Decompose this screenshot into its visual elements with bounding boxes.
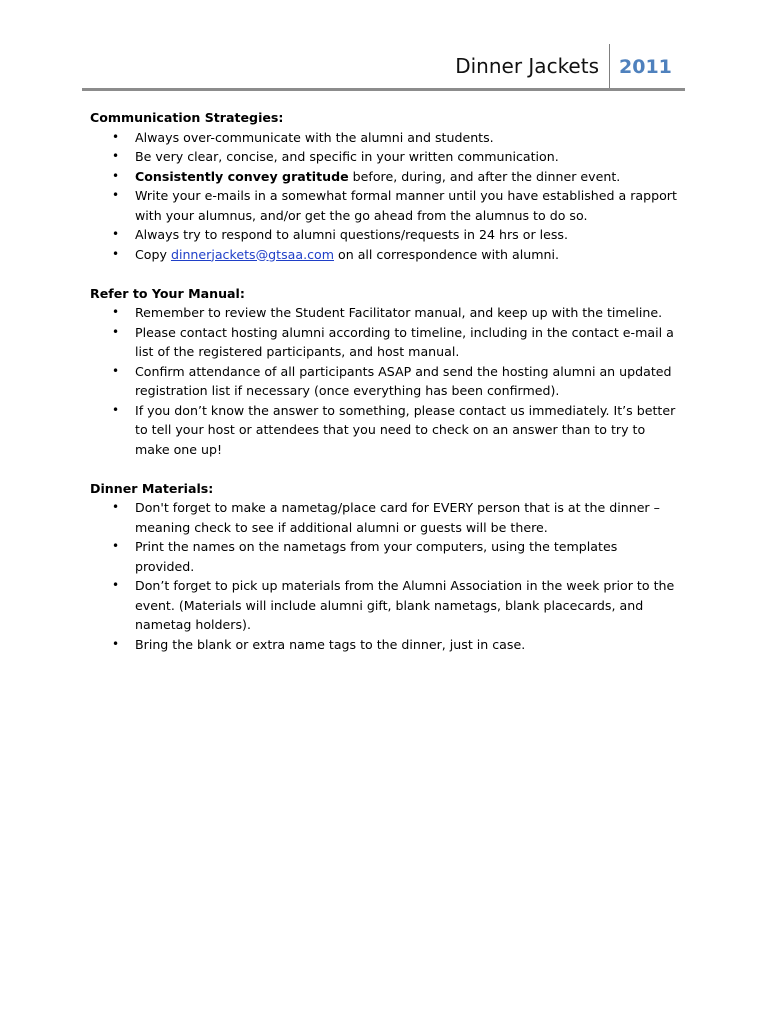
bullet-icon: • <box>112 500 120 514</box>
bullet-icon: • <box>112 227 120 241</box>
list-item-text: before, during, and after the dinner event. <box>348 168 621 184</box>
bullet-icon: • <box>112 246 120 261</box>
list-item <box>90 186 680 225</box>
list-item-text: on all correspondence with alumni. <box>334 246 559 262</box>
header-title: Dinner Jackets <box>455 54 599 78</box>
header-divider <box>609 44 610 90</box>
header-rule <box>82 88 685 91</box>
list-item <box>90 303 680 323</box>
email-link[interactable]: dinnerjackets@gtsaa.com <box>170 246 334 262</box>
section-heading: Communication Strategies: <box>90 110 284 125</box>
bullet-icon: • <box>112 636 120 651</box>
bullet-list <box>90 303 680 459</box>
list-item <box>90 323 680 362</box>
list-item <box>90 635 680 655</box>
list-item-text: Be very clear, concise, and specific in your written communication. <box>135 149 559 164</box>
list-item <box>90 537 680 576</box>
bullet-icon: • <box>112 305 120 319</box>
bullet-icon: • <box>112 578 120 592</box>
bullet-icon: • <box>112 129 120 144</box>
bullet-icon: • <box>112 402 120 417</box>
section-heading: Dinner Materials: <box>90 480 214 496</box>
emphasis-text: Consistently convey gratitude <box>135 168 349 184</box>
list-item-text: Always over-communicate with the alumni and students. <box>135 129 494 145</box>
list-item <box>90 245 680 265</box>
section-communication-strategies <box>90 108 680 264</box>
list-item-text: Don’t forget to pick up materials from the Alumni Association in the week prior to the event. (Materials will include alumni gift, blank nametags, blank placecards, and nametag holders). <box>135 578 675 632</box>
list-item-text: If you don’t know the answer to something, please contact us immediately. It’s better to tell your host or attendees that you need to check on an answer than to try to make one up! <box>135 402 676 457</box>
list-item-text: Bring the blank or extra name tags to the dinner, just in case. <box>135 636 526 652</box>
bullet-icon: • <box>112 188 120 202</box>
list-item-text: Print the names on the nametags from your computers, using the templates provided. <box>135 539 618 574</box>
bullet-icon: • <box>112 363 120 378</box>
bullet-icon: • <box>112 168 120 183</box>
list-item-text: Confirm attendance of all participants ASAP and send the hosting alumni an updated registration list if necessary (once everything has been confirmed). <box>135 363 672 398</box>
list-item <box>90 576 680 635</box>
list-item <box>90 225 680 245</box>
bullet-list <box>90 498 680 654</box>
section-heading: Refer to Your Manual: <box>90 285 245 301</box>
section-refer-to-manual <box>90 284 680 460</box>
list-item-text: Remember to review the Student Facilitator manual, and keep up with the timeline. <box>135 305 663 320</box>
bullet-icon: • <box>112 324 120 339</box>
list-item-text: Please contact hosting alumni according to timeline, including in the contact e-mail a list of the registered participants, and host manual. <box>135 324 674 359</box>
page-header <box>82 44 685 90</box>
header-year: 2011 <box>619 56 672 78</box>
list-item-text: Copy <box>135 246 171 262</box>
bullet-icon: • <box>112 149 120 163</box>
list-item <box>90 498 680 537</box>
bullet-list <box>90 128 680 265</box>
list-item-text: Always try to respond to alumni questions/requests in 24 hrs or less. <box>135 227 568 242</box>
document-body <box>90 108 680 674</box>
bullet-icon: • <box>112 539 120 553</box>
list-item <box>90 147 680 167</box>
list-item-text: Write your e-mails in a somewhat formal manner until you have established a rapport with your alumnus, and/or get the go ahead from the alumnus to do so. <box>135 188 677 223</box>
list-item <box>90 167 680 187</box>
section-dinner-materials <box>90 479 680 655</box>
list-item <box>90 128 680 148</box>
list-item <box>90 401 680 460</box>
list-item-text: Don't forget to make a nametag/place card for EVERY person that is at the dinner – meaning check to see if additional alumni or guests will be there. <box>135 500 660 535</box>
list-item <box>90 362 680 401</box>
